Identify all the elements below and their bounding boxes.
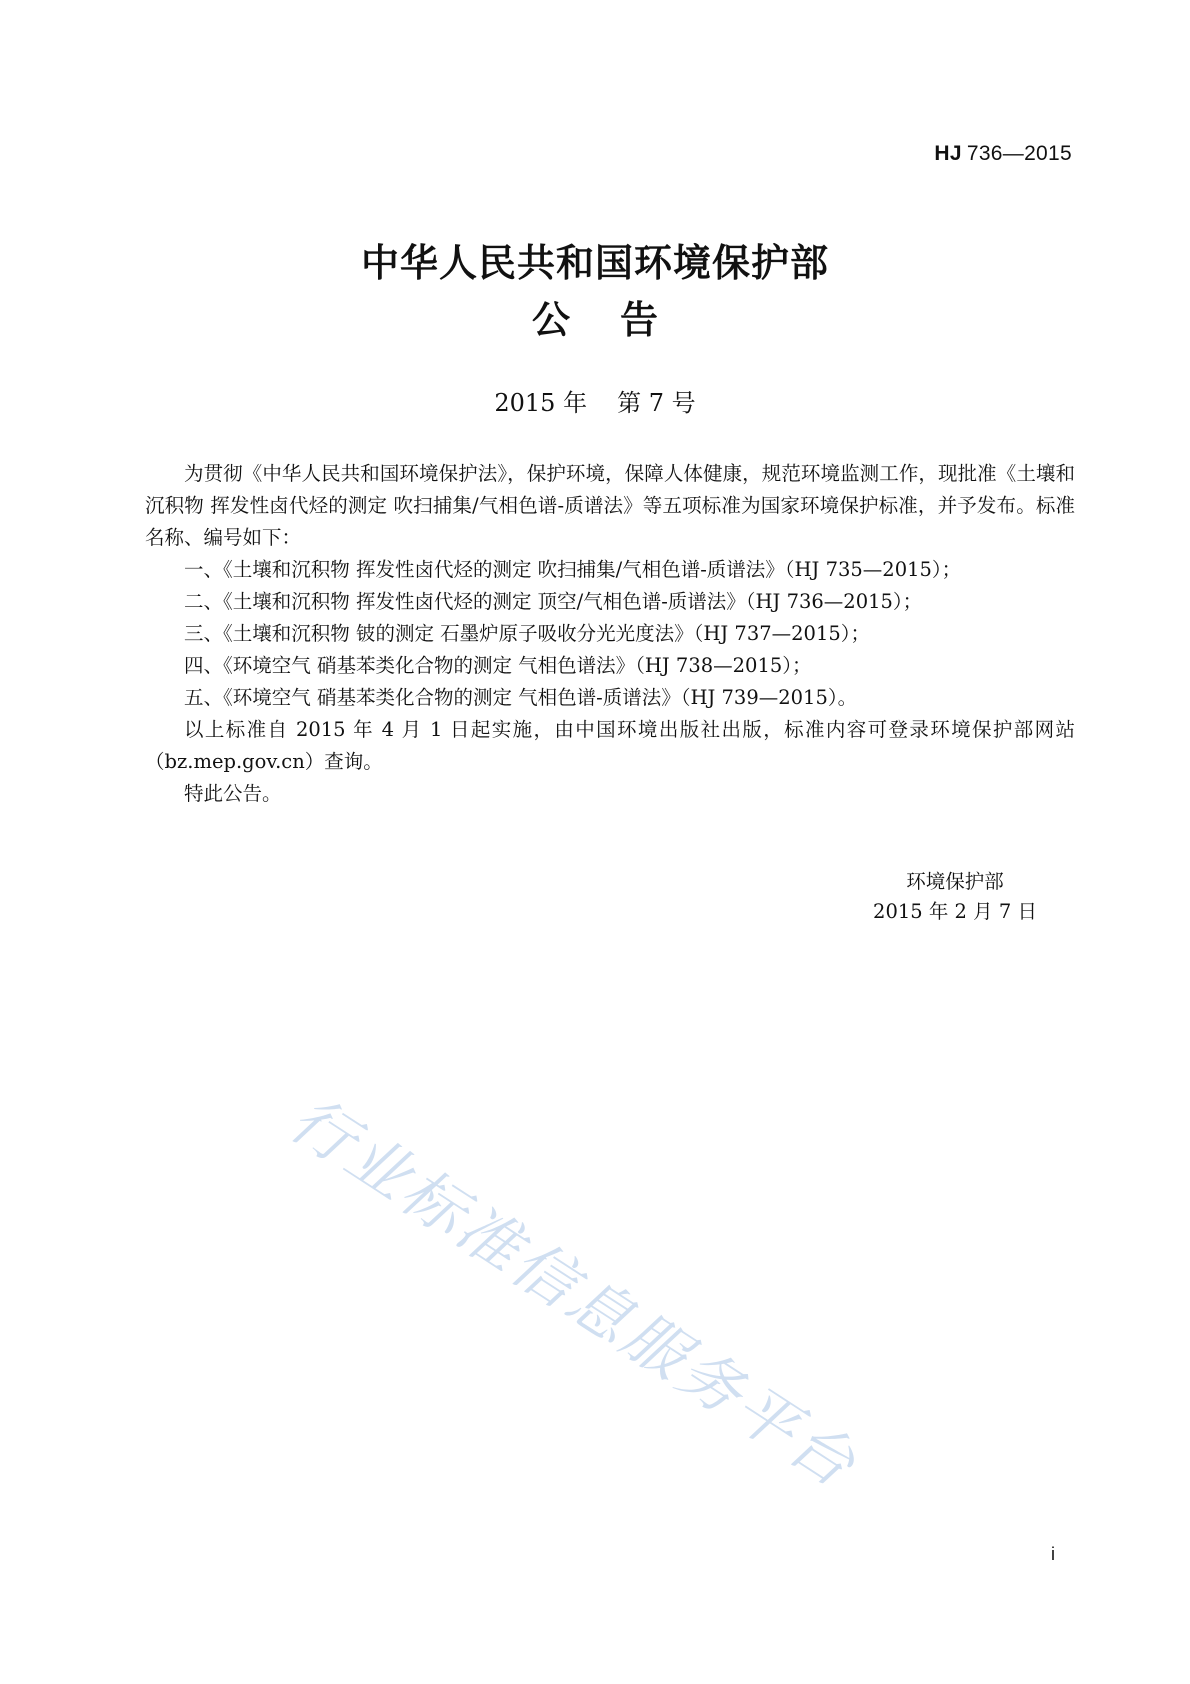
organization-title: 中华人民共和国环境保护部 xyxy=(360,241,829,285)
issue-number: 第 7 号 xyxy=(617,389,696,417)
implementation-paragraph: 以上标准自 2015 年 4 月 1 日起实施，由中国环境出版社出版，标准内容可登录环境保护部网站（bz.mep.gov.cn）查询。 xyxy=(145,718,1075,773)
standard-code-prefix: HJ xyxy=(934,142,962,165)
intro-paragraph: 为贯彻《中华人民共和国环境保护法》，保护环境，保障人体健康，规范环境监测工作，现批准《土壤和沉积物 挥发性卤代烃的测定 吹扫捕集/气相色谱-质谱法》等五项标准为国家环境保护标准，并予发布。标准名称、编号如下： xyxy=(145,462,1075,549)
closing-line: 特此公告。 xyxy=(184,782,282,805)
watermark: 行业标准信息服务平台 xyxy=(277,1082,871,1503)
standard-list-item: 四、《环境空气 硝基苯类化合物的测定 气相色谱法》（HJ 738—2015）； xyxy=(184,654,812,677)
standard-list-item: 五、《环境空气 硝基苯类化合物的测定 气相色谱-质谱法》（HJ 739—2015）。 xyxy=(184,686,858,709)
signature-date: 2015 年 2 月 7 日 xyxy=(873,900,1037,923)
standard-list-item: 一、《土壤和沉积物 挥发性卤代烃的测定 吹扫捕集/气相色谱-质谱法》（HJ 735—2015）； xyxy=(184,558,962,581)
issue-number-line xyxy=(0,383,1190,418)
issue-year: 2015 年 xyxy=(494,389,588,417)
standard-list-item: 二、《土壤和沉积物 挥发性卤代烃的测定 顶空/气相色谱-质谱法》（HJ 736—2015）； xyxy=(184,590,923,613)
standard-code-number: 736—2015 xyxy=(966,142,1072,165)
notice-title: 公告 xyxy=(531,298,708,342)
notice-body xyxy=(145,458,1075,810)
page-number: i xyxy=(1051,1544,1055,1564)
standard-code xyxy=(934,142,1072,166)
standard-list-item: 三、《土壤和沉积物 铍的测定 石墨炉原子吸收分光光度法》（HJ 737—2015）； xyxy=(184,622,871,645)
signature-organization: 环境保护部 xyxy=(906,870,1004,893)
